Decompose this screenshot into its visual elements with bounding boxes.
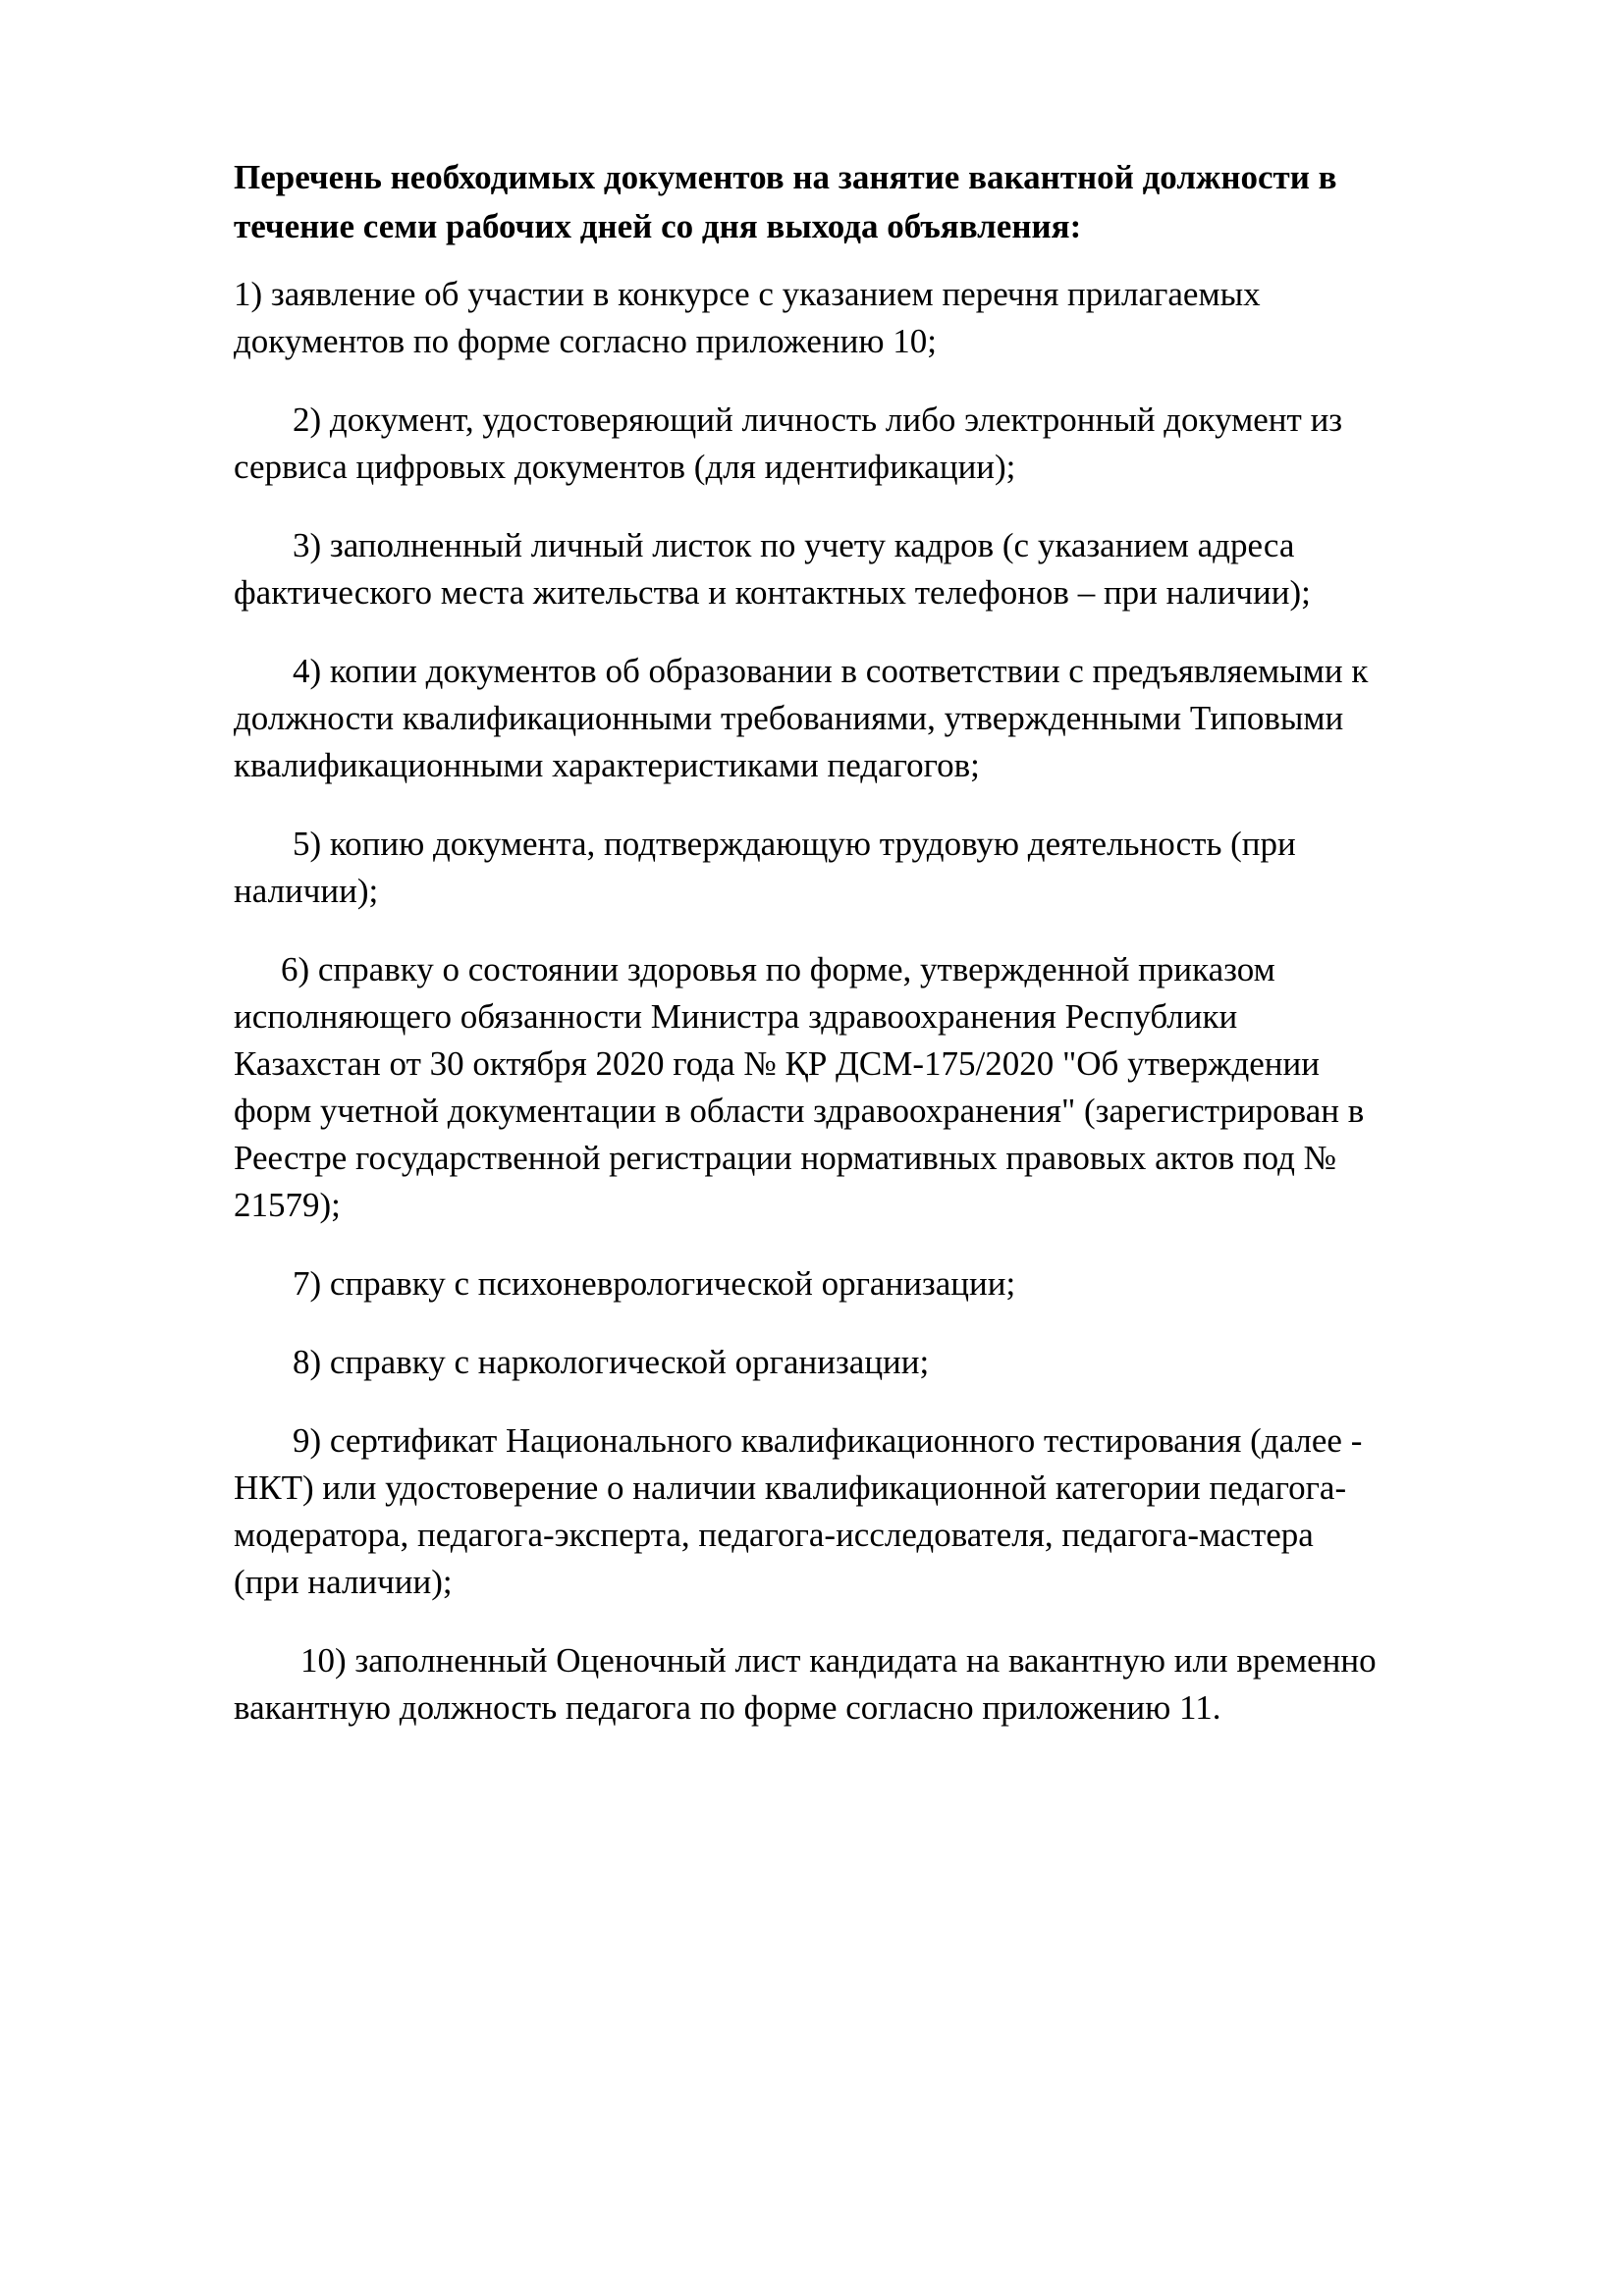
list-item-line: 1) заявление об участии в конкурсе с указанием перечня прилагаемых bbox=[234, 275, 1261, 313]
list-item-5 bbox=[234, 821, 1510, 915]
list-item-line: 9) сертификат Национального квалификационного тестирования (далее - bbox=[293, 1421, 1363, 1460]
list-item-line: 10) заполненный Оценочный лист кандидата на вакантную или временно bbox=[300, 1641, 1377, 1680]
list-item-line: вакантную должность педагога по форме согласно приложению 11. bbox=[234, 1688, 1221, 1727]
list-item-9 bbox=[234, 1417, 1510, 1606]
list-item-line: исполняющего обязанности Министра здравоохранения Республики bbox=[234, 997, 1238, 1036]
list-item-6 bbox=[234, 946, 1510, 1229]
list-item-line: фактического места жительства и контактных телефонов – при наличии); bbox=[234, 573, 1311, 612]
list-item-line: 3) заполненный личный листок по учету кадров (с указанием адреса bbox=[293, 526, 1295, 564]
list-item-line: должности квалификационными требованиями, утвержденными Типовыми bbox=[234, 699, 1344, 737]
document-content bbox=[234, 153, 1510, 1763]
list-item-10 bbox=[234, 1637, 1510, 1732]
document-heading bbox=[234, 153, 1510, 251]
list-item-line: 7) справку с психоневрологической организации; bbox=[293, 1264, 1016, 1303]
list-item-line: НКТ) или удостоверение о наличии квалификационной категории педагога- bbox=[234, 1468, 1347, 1507]
list-item-line: (при наличии); bbox=[234, 1563, 453, 1601]
heading-line: течение семи рабочих дней со дня выхода объявления: bbox=[234, 207, 1082, 245]
list-item-line: сервиса цифровых документов (для идентификации); bbox=[234, 448, 1016, 486]
list-item-8 bbox=[234, 1339, 1510, 1386]
list-item-line: 8) справку с наркологической организации; bbox=[293, 1343, 930, 1381]
list-item-1 bbox=[234, 271, 1510, 365]
list-item-7 bbox=[234, 1260, 1510, 1308]
list-item-line: форм учетной документации в области здравоохранения" (зарегистрирован в bbox=[234, 1092, 1365, 1130]
list-item-line: наличии); bbox=[234, 872, 379, 910]
heading-line: Перечень необходимых документов на занятие вакантной должности в bbox=[234, 158, 1337, 196]
list-item-3 bbox=[234, 522, 1510, 616]
list-item-line: модератора, педагога-эксперта, педагога-исследователя, педагога-мастера bbox=[234, 1516, 1314, 1554]
list-item-line: Реестре государственной регистрации нормативных правовых актов под № bbox=[234, 1139, 1337, 1177]
list-item-line: 21579); bbox=[234, 1186, 341, 1224]
list-item-2 bbox=[234, 397, 1510, 491]
list-item-line: документов по форме согласно приложению 10; bbox=[234, 322, 937, 360]
list-item-line: 2) документ, удостоверяющий личность либо электронный документ из bbox=[293, 400, 1343, 439]
list-item-line: Казахстан от 30 октября 2020 года № ҚР ДСМ-175/2020 "Об утверждении bbox=[234, 1044, 1320, 1083]
list-item-line: 6) справку о состоянии здоровья по форме, утвержденной приказом bbox=[281, 950, 1275, 988]
list-item-line: 5) копию документа, подтверждающую трудовую деятельность (при bbox=[293, 825, 1296, 863]
list-item-line: 4) копии документов об образовании в соответствии с предъявляемыми к bbox=[293, 652, 1369, 690]
list-item-4 bbox=[234, 648, 1510, 789]
list-item-line: квалификационными характеристиками педагогов; bbox=[234, 746, 980, 784]
